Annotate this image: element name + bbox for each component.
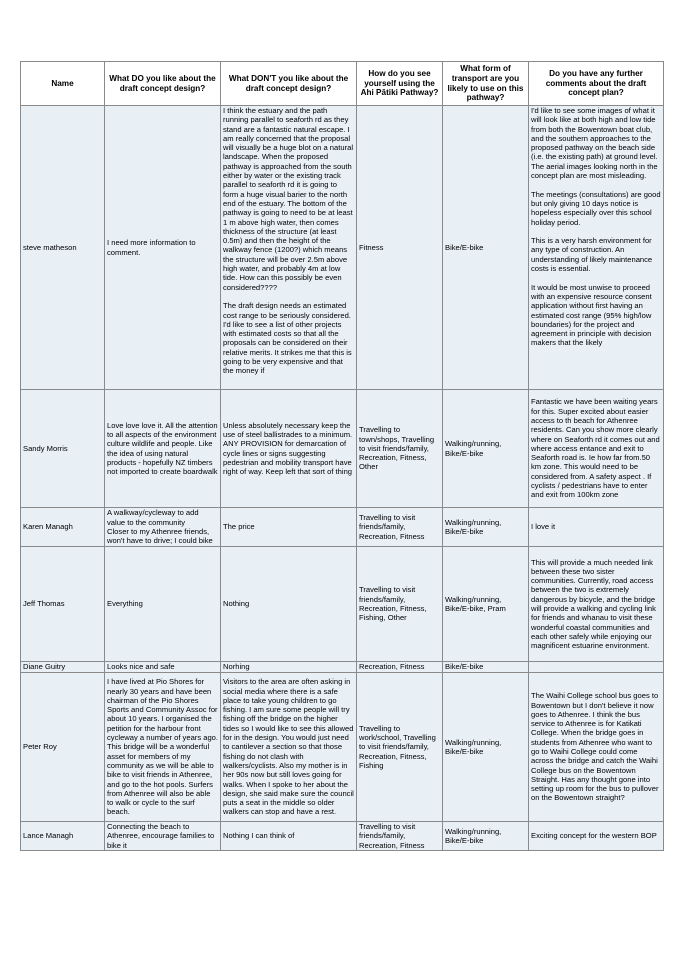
- see-cell: Recreation, Fitness: [357, 662, 443, 673]
- see-cell: Travelling to visit friends/family, Recreation, Fitness: [357, 508, 443, 547]
- dislike-text: I think the estuary and the path running parallel to seaforth rd as they stand are a fantastic natural escape. I am really concerned that the proposal will visually be a huge blot on a natural landscape. When the proposed pathway is approached from the south either by water or the existing track parallel to seaforth rd it is going to form a huge visual barier to the north end of the estuary. The bottom of the pathway is going to need to be at least 1 m above high water, then comes thickness of the structure (at least 0.5m) and then the height of the walkway fence (1200?) which means the structure will be over 2.5m above high water, and probably 4m at low tide. How can this possibly be even considered???? The draft design needs an estimated cost range to be seriously considered. I'd like to see a list of other projects with estimated costs so that all the proposals can be considered on their relative merits. It strikes me that this is going to be very expensive and that the money if: [223, 106, 354, 376]
- header-dislike: What DON'T you like about the draft concept design?: [221, 62, 357, 106]
- transport-cell: Bike/E-bike: [443, 662, 529, 673]
- header-see: How do you see yourself using the Ahi Pātiki Pathway?: [357, 62, 443, 106]
- dislike-cell: Visitors to the area are often asking in social media where there is a safe place to take young children to go fishing. I am sure some people will try fishing off the bridge on the higher tides so I would like to see this allowed for in the design. You would just need to cantilever a section so that those fishing do not clash with walkers/cyclists. Also my mother is in her 90s now but still loves going for walks. When I spoke to her about the design, she said make sure the council puts a seat in the middle so older walkers can stop and have a rest.: [221, 673, 357, 822]
- header-transport: What form of transport are you likely to use on this pathway?: [443, 62, 529, 106]
- header-name: Name: [21, 62, 105, 106]
- dislike-cell: The price: [221, 508, 357, 547]
- header-like: What DO you like about the draft concept design?: [105, 62, 221, 106]
- comments-cell: This will provide a much needed link between these two sister communities. Currently, road access between the two is extremely dangerous by bicycle, and the bridge will provide a walking and cycling link for friends and whanau to visit these wonderful coastal communities and each other safely while enjoying our magnificent estuarine environment.: [529, 547, 664, 662]
- table-row: [21, 662, 664, 673]
- transport-cell: Walking/running, Bike/E-bike: [443, 390, 529, 508]
- name-cell: Karen Managh: [21, 508, 105, 547]
- like-cell: I need more information to comment.: [105, 106, 221, 390]
- feedback-table: [20, 61, 664, 851]
- like-cell: Looks nice and safe: [105, 662, 221, 673]
- see-cell: Travelling to work/school, Travelling to visit friends/family, Recreation, Fitness, Fishing: [357, 673, 443, 822]
- header-row: [21, 62, 664, 106]
- name-cell: Lance Managh: [21, 822, 105, 851]
- dislike-cell: Nothing: [221, 547, 357, 662]
- dislike-cell: Norhing: [221, 662, 357, 673]
- comments-cell: [529, 662, 664, 673]
- see-cell: Fitness: [357, 106, 443, 390]
- comments-text: I'd like to see some images of what it will look like at both high and low tide from both the Bowentown boat club, and the southern approaches to the proposed pathway on the beach side (i.e. the existing path) at ground level. The aerial images looking north in the concept plan are most misleading. The meetings (consultations) are good but only giving 10 days notice is hopeless especially over this school holiday period. This is a very harsh environment for any type of construction. An understanding of likely maintenance costs is essential. It would be most unwise to proceed with an expensive resource consent application without first having an estimated cost range (95% high/low boundaries) for the project and agreement in principle with decision makers that the likely: [531, 106, 661, 348]
- like-cell: Everything: [105, 547, 221, 662]
- table-row: [21, 390, 664, 508]
- see-cell: Travelling to town/shops, Travelling to visit friends/family, Recreation, Fitness, Other: [357, 390, 443, 508]
- transport-cell: Walking/running, Bike/E-bike: [443, 508, 529, 547]
- comments-cell: [529, 106, 664, 390]
- name-cell: steve matheson: [21, 106, 105, 390]
- like-cell: A walkway/cycleway to add value to the community Closer to my Athenree friends, won't have to drive; I could bike: [105, 508, 221, 547]
- header-comments: Do you have any further comments about the draft concept plan?: [529, 62, 664, 106]
- comments-cell: I love it: [529, 508, 664, 547]
- table-row: [21, 508, 664, 547]
- table-row: [21, 673, 664, 822]
- transport-cell: Walking/running, Bike/E-bike, Pram: [443, 547, 529, 662]
- like-cell: Love love love it. All the attention to all aspects of the environment culture wildlife and people. Like the idea of using natural products - hopefully NZ timbers not imported to create boardwalk: [105, 390, 221, 508]
- table-row: [21, 547, 664, 662]
- comments-cell: The Waihi College school bus goes to Bowentown but I don't believe it now goes to Athenree. I think the bus service to Athenree is for Katikati College. When the bridge goes in students from Athenree who want to go to Waihi College could come across the bridge and catch the Waihi College bus on the Bowentown Straight. Has any thought gone into setting up room for the bus to pullover on the Bowentown straight?: [529, 673, 664, 822]
- name-cell: Peter Roy: [21, 673, 105, 822]
- name-cell: Jeff Thomas: [21, 547, 105, 662]
- name-cell: Sandy Morris: [21, 390, 105, 508]
- table-row: [21, 822, 664, 851]
- like-cell: I have lived at Pio Shores for nearly 30 years and have been chairman of the Pio Shores Sports and Community Assoc for about 10 years. I organised the petition for the harbour front cycleway a number of years ago. This bridge will be a wonderful asset for members of my community as we will be able to bike to visit friends in Athenree, and go to the hot pools. Surfers from Athenree will also be able to walk or cycle to the surf beach.: [105, 673, 221, 822]
- table-row: [21, 106, 664, 390]
- dislike-cell: Unless absolutely necessary keep the use of steel ballistrades to a minimum. ANY PROVISION for demarcation of cycle lines or signs suggesting pedestrian and mobility transport have right of way. Keep left that sort of thing: [221, 390, 357, 508]
- name-cell: Diane Guitry: [21, 662, 105, 673]
- dislike-cell: [221, 106, 357, 390]
- transport-cell: Walking/running, Bike/E-bike: [443, 822, 529, 851]
- transport-cell: Bike/E-bike: [443, 106, 529, 390]
- dislike-cell: Nothing I can think of: [221, 822, 357, 851]
- transport-cell: Walking/running, Bike/E-bike: [443, 673, 529, 822]
- comments-cell: Exciting concept for the western BOP: [529, 822, 664, 851]
- like-cell: Connecting the beach to Athenree, encourage families to bike it: [105, 822, 221, 851]
- see-cell: Travelling to visit friends/family, Recreation, Fitness, Fishing, Other: [357, 547, 443, 662]
- comments-cell: Fantastic we have been waiting years for this. Super excited about easier access to th beach for Athenree residents. Can you show more clearly where on Seaforth rd it comes out and where access entance and exit to Seaforth road is. Ie how far from.50 km zone. This would need to be considered from. A safety aspect . If cyclists / pedestrians have to enter and exit from 100km zone: [529, 390, 664, 508]
- see-cell: Travelling to visit friends/family, Recreation, Fitness: [357, 822, 443, 851]
